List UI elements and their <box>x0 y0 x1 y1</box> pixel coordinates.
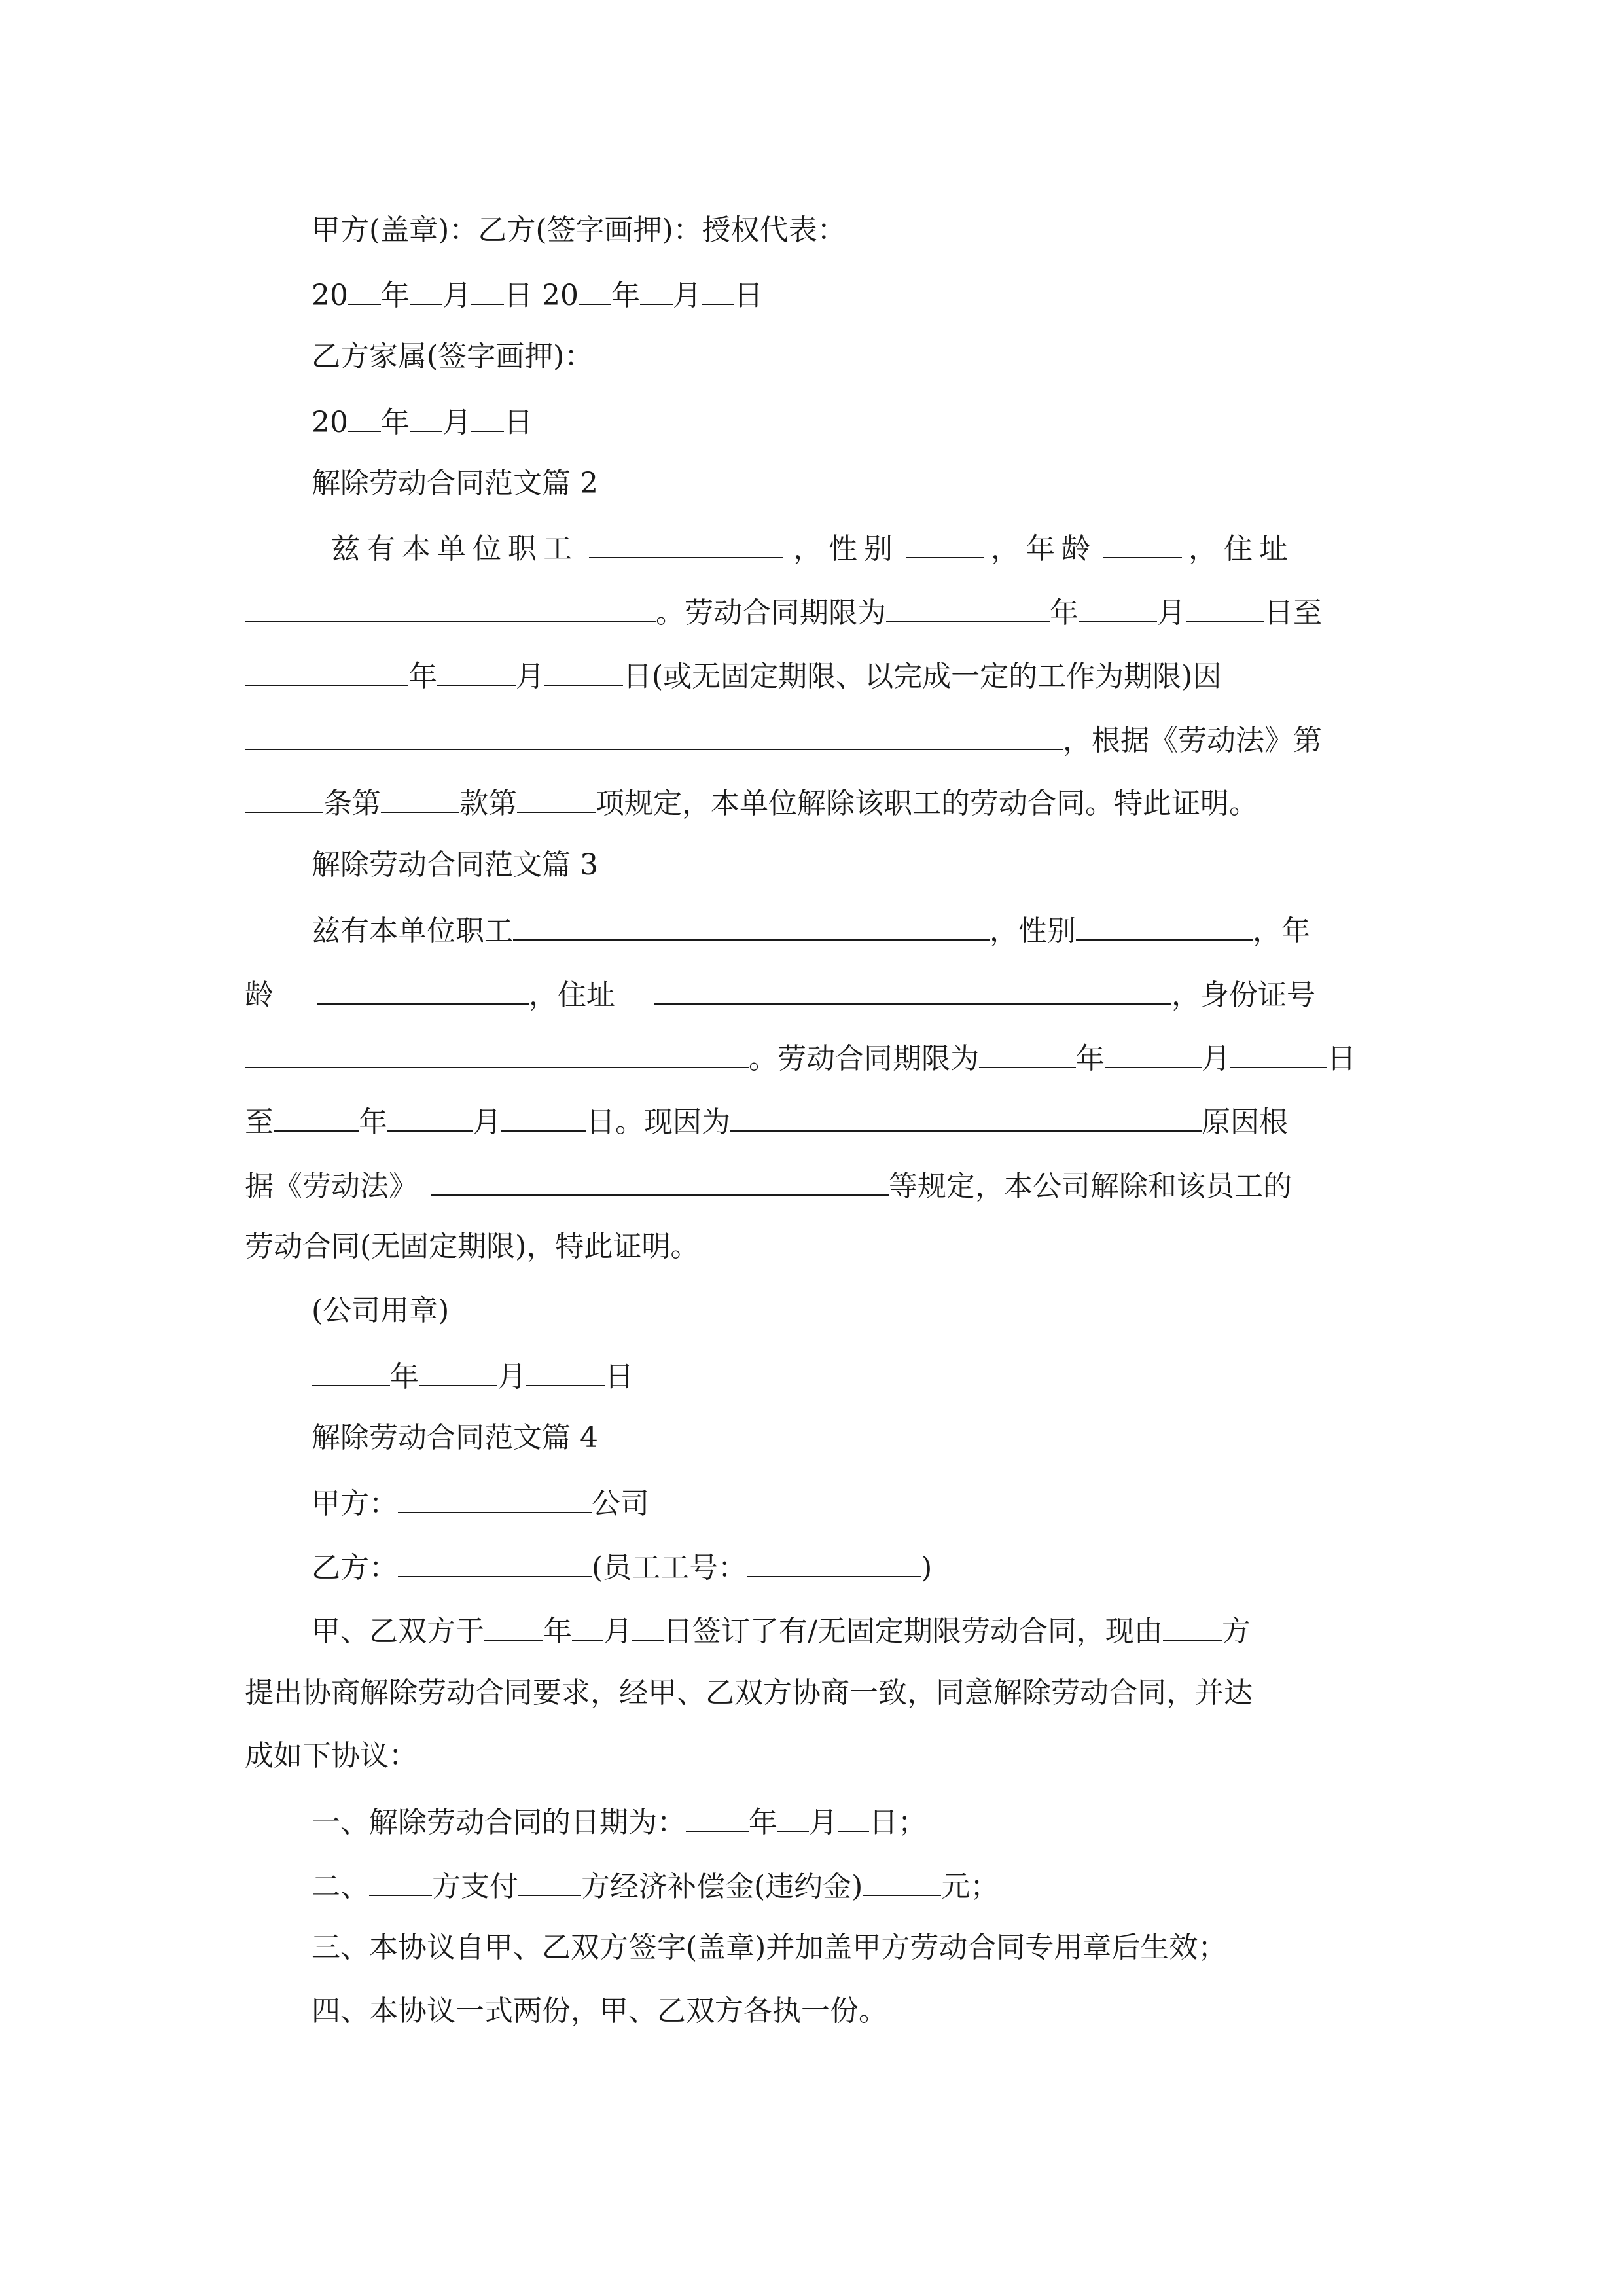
section-4-para-1: 甲、乙双方于 年 月 日签订了有/无固定期限劳动合同，现由 方 <box>312 1609 1251 1649</box>
section-4-para-3: 成如下协议： <box>245 1739 418 1772</box>
agreement-item-4: 四、本协议一式两份，甲、乙双方各执一份。 <box>312 1994 887 2028</box>
section-4-para-2: 提出协商解除劳动合同要求，经甲、乙双方协商一致，同意解除劳动合同，并达 <box>245 1676 1253 1710</box>
section-3-line-4: 至 年 月 日。现因为 原因根 <box>245 1100 1288 1139</box>
section-2-line-2: 。劳动合同期限为 年 月 日至 <box>245 591 1322 630</box>
section-2-line-5: 条第 款第 项规定，本单位解除该职工的劳动合同。特此证明。 <box>245 781 1258 821</box>
section-4-title: 解除劳动合同范文篇 4 <box>312 1421 598 1454</box>
section-2-title: 解除劳动合同范文篇 2 <box>312 467 598 500</box>
party-a-line: 甲方： 公司 <box>312 1482 649 1521</box>
section-3-date-line: 年 月 日 <box>312 1355 633 1394</box>
agreement-item-1: 一、解除劳动合同的日期为： 年 月 日； <box>312 1801 927 1840</box>
section-3-line-6: 劳动合同(无固定期限)，特此证明。 <box>245 1230 700 1263</box>
section-3-line-3: 。劳动合同期限为 年 月 日 <box>245 1037 1356 1076</box>
signature-date-line: 20 年 月 日 20 年 月 日 <box>312 274 763 313</box>
section-3-line-5: 据《劳动法》 等规定，本公司解除和该员工的 <box>245 1164 1292 1204</box>
section-2-line-4: ，根据《劳动法》第 <box>245 719 1322 758</box>
section-3-line-1: 兹有本单位职工 ，性别 ，年 <box>312 909 1310 948</box>
agreement-item-2: 二、 方支付 方经济补偿金(违约金) 元； <box>312 1865 999 1904</box>
signature-parties-line: 甲方(盖章)：乙方(签字画押)：授权代表： <box>312 213 846 247</box>
party-b-line: 乙方： (员工工号： ) <box>312 1546 932 1585</box>
family-date-line: 20 年 月 日 <box>312 401 533 440</box>
section-3-title: 解除劳动合同范文篇 3 <box>312 848 598 882</box>
family-signature-line: 乙方家属(签字画押)： <box>312 340 594 373</box>
company-seal-label: (公司用章) <box>312 1294 450 1327</box>
agreement-item-3: 三、本协议自甲、乙双方签字(盖章)并加盖甲方劳动合同专用章后生效； <box>312 1931 1227 1964</box>
section-2-line-3: 年 月 日(或无固定期限、以完成一定的工作为期限)因 <box>245 655 1221 694</box>
section-2-line-1: 兹有本单位职工 ，性别 ，年龄 ，住址 <box>331 527 1294 566</box>
section-3-line-2: 龄 ，住址 ，身份证号 <box>245 973 1315 1013</box>
